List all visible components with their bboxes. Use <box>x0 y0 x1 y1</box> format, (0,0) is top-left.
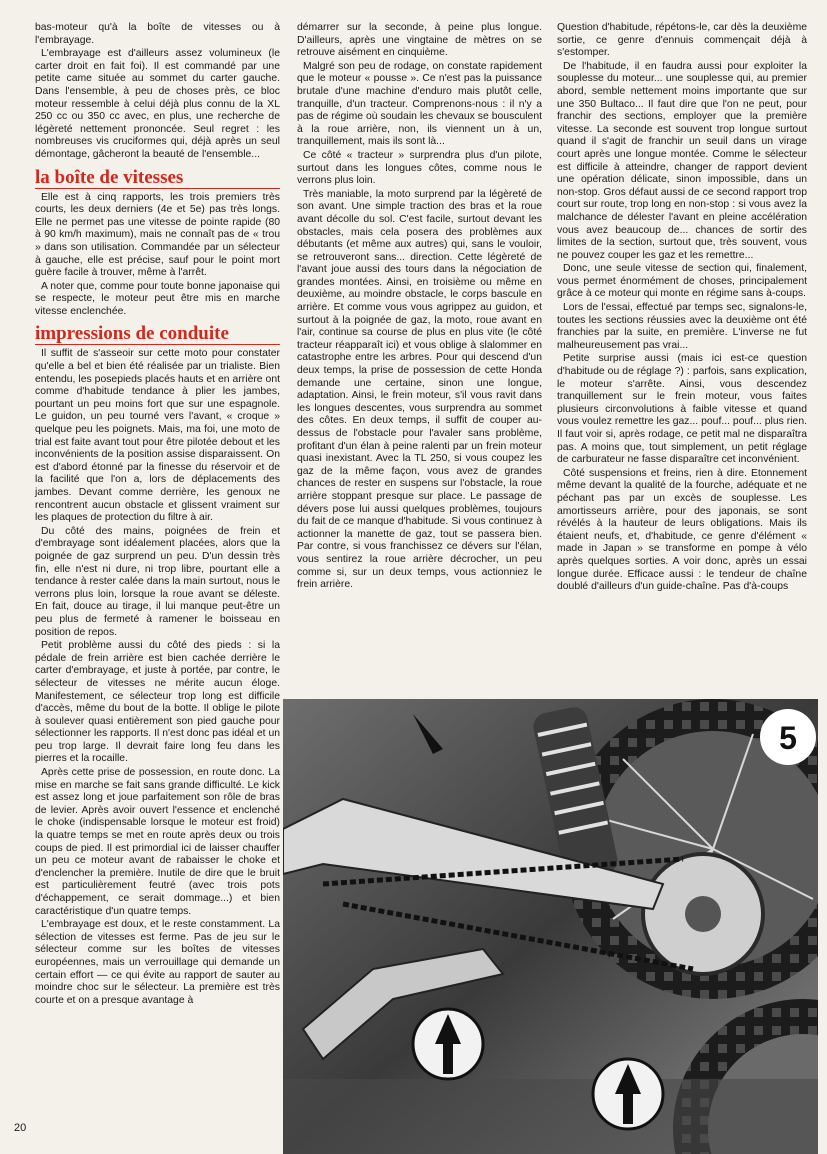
paragraph: démarrer sur la seconde, à peine plus longue. D'ailleurs, après une vingtaine de mètres on se retrouve aisément en cinquième. <box>297 22 542 59</box>
paragraph: Petite surprise aussi (mais ici est-ce question d'habitude ou de réglage ?) : parfois, sans explication, le moteur s'arrête. Ainsi, vous descendez tranquillement sur le frein moteur, vous faites plusieurs circonvolutions à faible vitesse et quand vous voulez remettre les gaz... pouf... pouf... plus rien. Il faut voir si, après rodage, ce petit mal ne disparaîtra pas. A moins que, tout simplement, un petit réglage de carburateur ne fasse disparaître cet inconvénient. <box>557 353 807 466</box>
paragraph: Ce côté « tracteur » surprendra plus d'un pilote, surtout dans les longues côtes, comme nous le verrons plus loin. <box>297 149 542 187</box>
section-heading-riding: impressions de conduite <box>35 324 280 345</box>
paragraph: Du côté des mains, poignées de frein et d'embrayage sont idéalement placées, alors que la poignée de gaz surprend un peu. D'un dessin très fin, elle n'est ni dure, ni trop libre, pourtant elle a tendance à rester calée dans la main surtout, nous le verrons plus loin, lorsque la roue avant se déleste. En fait, douce au tirage, il lui manque peut-être un peu plus de fermeté à ramener le boisseau en position de repos. <box>35 525 280 638</box>
paragraph: Elle est à cinq rapports, les trois premiers très courts, les deux derniers (4e et 5e) pas très longs. Elle ne permet pas une vitesse de pointe rapide (80 à 90 km/h maximum), mais ne connaît pas de « trou » dans son utilisation. Commandée par un sélecteur à gauche, elle est précise, sauf pour le point mort guère facile à trouver, même à l'arrêt. <box>35 191 280 279</box>
paragraph: Très maniable, la moto surprend par la légèreté de son avant. Une simple traction des bras et la roue avant décolle du sol. C'est facile, surtout devant les obstacles, mais cela posera des problèmes aux débutants (et même aux autres) qui, sans le vouloir, se retrouveront sans... direction. Cette légèreté de l'avant joue aussi des tours dans la négociation de grandes montées. Ainsi, en troisième ou même en deuxième, au moindre obstacle, le corps bascule en arrière. Et comme vous vous agrippez au guidon, et surtout à la poignée de gaz, la moto, roue avant en l'air, continue sa course de plus en plus vite (le côté tracteur réapparaît ici) et vous oblige à slalommer en catastrophe entre les arbres. Pour qui descend d'un deux temps, la prise de possession de cette Honda demande une certaine, sinon une longue, adaptation. Ainsi, le frein moteur, s'il vous ravit dans les longues descentes, vous surprendra au sommet des côtes. En deux temps, il suffit de couper au-dessus de l'obstacle pour l'avaler sans problème, profitant d'un élan à peine ralenti par un frein moteur quasi inexistant. Avec la TL 250, si vous coupez les gaz de la même façon, vous avez de grandes chances de rester en suspens sur l'obstacle, la roue arrière stoppant presque sur place. Le passage de dévers pose lui aussi quelques problèmes, toujours du fait de ce manque d'habitude. Si vous continuez à actionner la manette de gaz, tout se passera bien. Par contre, si vous franchissez ce dévers sur l'élan, vous sentirez la roue arrière décrocher, un peu comme si, sur un deux temps, vous actionniez le frein arrière. <box>297 188 542 591</box>
arrow-marker-right <box>593 1059 663 1129</box>
photo-illustration <box>283 699 818 1154</box>
paragraph: De l'habitude, il en faudra aussi pour exploiter la souplesse du moteur... une souplesse qui, au premier abord, semble nettement moins importante que sur une 350 Bultaco... Il faut dire que l'on ne peut, pour franchir des sections, employer que la première vitesse. La seconde est souvent trop longue surtout quand il s'agit de franchir un seuil dans un virage court après une longue montée. Comme le sélecteur est difficile à atteindre, changer de rapport devient une opération délicate, sinon impossible, dans un non-stop. Gros défaut aussi de ce second rapport trop court sur route, trop long en non-stop : si vous avez la malchance de délester l'avant en pleine accélération vous avez beaucoup de... chances de sortir des limites de la section, surtout que, très souvent, vous ne pouvez couper les gaz et les remettre... <box>557 60 807 261</box>
paragraph: Malgré son peu de rodage, on constate rapidement que le moteur « pousse ». Ce n'est pas la puissance brutale d'une machine d'enduro mais plutôt celle, tranquille, d'un tracteur. Comprenons-nous : il n'y a pas de régime où soudain les chevaux se bousculent à la roue arrière, non, ils viennent un à un, tranquillement, mais ils sont là... <box>297 60 542 148</box>
paragraph: Donc, une seule vitesse de section qui, finalement, vous permet énormément de choses, principalement grâce à ce moteur qui monte en régime sans à-coups. <box>557 263 807 300</box>
paragraph: Petit problème aussi du côté des pieds : si la pédale de frein arrière est bien cachée derrière le carter d'embrayage, et juste à portée, par contre, le sélecteur de vitesses ne mérite aucun éloge. Manifestement, ce sélecteur trop long est difficile d'accès, même du bout de la botte. Il oblige le pilote à soulever quasi entièrement son pied gauche pour sélectionner les rapports. Il n'est donc pas idéal et un peu trop large. Il devrait faire long feu dans les pierres et la rocaille. <box>35 640 280 765</box>
paragraph: L'embrayage est d'ailleurs assez volumineux (le carter droit en fait foi). Il est commandé par une petite came située au sommet du carter gauche. Dans l'ensemble, à peu de choses près, ce bloc moteur ressemble à celui déjà plus connu de la XL 250 cc ou 350 cc avec, en plus, une recherche de légèreté nettement prononcée. Seul regret : les nombreuses vis cruciformes qui, déjà après un seul démontage, gâcheront la beauté de l'ensemble... <box>35 48 280 160</box>
section-heading-gearbox: la boîte de vitesses <box>35 168 280 189</box>
paragraph: Il suffit de s'asseoir sur cette moto pour constater qu'elle a bel et bien été réalisée par un trialiste. Bien entendu, les posepieds placés hauts et en arrière ont comme d'habitude tendance à plier les jambes, pourtant un peu moins fort que sur une espagnole. Le guidon, un peu tourné vers l'avant, « croque » quelque peu les poignets. Mais, ma foi, une moto de trial est faite avant tout pour être pilotée debout et les inconvénients de la position assise disparaissent. On est d'abord étonné par la finesse du réservoir et de la facilité que l'on a, lors de déplacements des jambes. Devant comme derrière, les genoux ne rencontrent aucun obstacle et glissent vraiment sur les plaques de protection du filtre à air. <box>35 348 280 524</box>
arrow-marker-left <box>413 1009 483 1079</box>
paragraph: Lors de l'essai, effectué par temps sec, signalons-le, toutes les sections réussies avec la deuxième ont été franchies par la suite, en première. L'inverse ne fut malheureusement pas vrai... <box>557 302 807 351</box>
paragraph: Côté suspensions et freins, rien à dire. Etonnement même devant la qualité de la fourche, adéquate et ne péchant pas par un excès de souplesse. Les amortisseurs arrière, pour des japonais, se sont révélés à la hauteur de leurs obligations. Mais ils étaient neufs, et, d'habitude, ce genre d'élément « made in Japan » se transforme en pompe à vélo après quelques sorties. A voir donc, après un essai longue durée. Efficace aussi : le tendeur de chaîne doublé d'ailleurs d'un guide-chaîne. Pas d'à-coups <box>557 467 807 593</box>
paragraph: A noter que, comme pour toute bonne japonaise qui se respecte, le moteur peut être mis en marche vitesse enclenchée. <box>35 280 280 317</box>
motorcycle-rear-photo <box>283 699 818 1154</box>
column-3 <box>557 22 807 595</box>
column-2 <box>297 22 542 593</box>
paragraph: L'embrayage est doux, et le reste constamment. La sélection de vitesses est ferme. Pas de jeu sur le sélecteur comme sur les boîtes de vitesses européennes, mais un verrouillage qui demande un certain effort — ce qui évite au rapport de sauter au moindre choc sur le sélecteur. La première est très courte et on a presque avantage à <box>35 919 280 1006</box>
column-1 <box>35 22 280 1008</box>
paragraph: bas-moteur qu'à la boîte de vitesses ou à l'embrayage. <box>35 22 280 46</box>
paragraph: Question d'habitude, répétons-le, car dès la deuxième sortie, ce genre d'ennuis commençait déjà à s'estomper. <box>557 22 807 59</box>
paragraph: Après cette prise de possession, en route donc. La mise en marche se fait sans grande difficulté. Le kick est assez long et joue parfaitement son rôle de bras de levier. Après avoir ouvert l'essence et enclenché le choke (indispensable lorsque le moteur est froid) la quatre temps se met en route après deux ou trois coups de pied. Il est primordial ici de laisser chauffer un peu ce moteur avant de rabaisser le choke et d'enclencher la première. Inutile de dire que le bruit est particulièrement feutré (avec trois pots d'échappement, ce serait dommage...) et bien caractéristique d'un quatre temps. <box>35 767 280 917</box>
photo-number: 5 <box>779 720 797 756</box>
page-number: 20 <box>14 1122 27 1134</box>
